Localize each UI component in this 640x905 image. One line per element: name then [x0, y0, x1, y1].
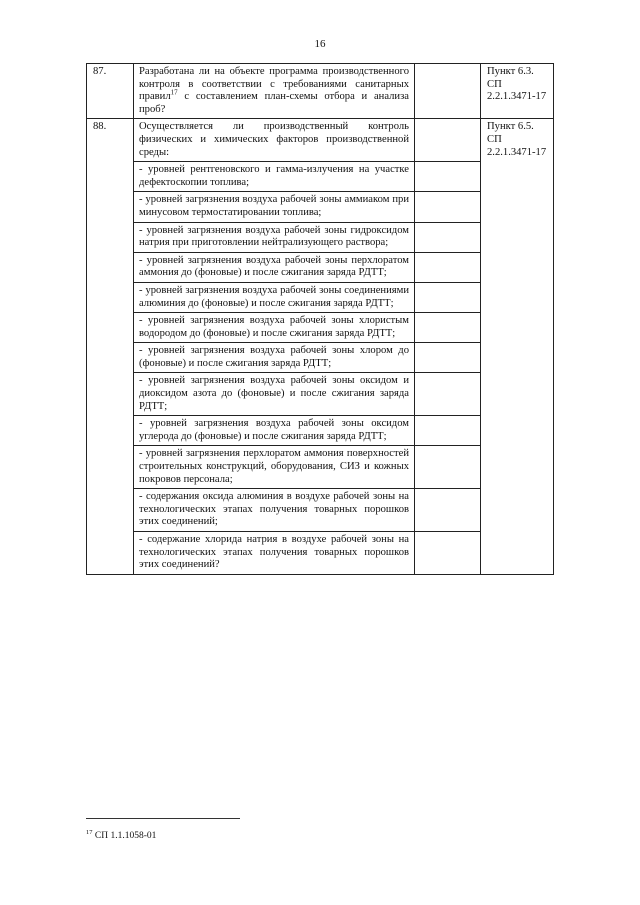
- table-row: [87, 64, 554, 119]
- answer-cell: [415, 192, 481, 222]
- subitem-text: - содержание хлорида натрия в воздухе рабочей зоны на технологических этапах получения товарных порошков этих соединений?: [134, 532, 415, 575]
- footnote-ref: 17: [170, 88, 178, 97]
- page-number: 16: [314, 38, 326, 50]
- subitem-text: - содержания оксида алюминия в воздухе рабочей зоны на технологических этапах получения товарных порошков этих соединений;: [134, 489, 415, 532]
- answer-cell: [415, 446, 481, 489]
- checklist-table: [86, 63, 554, 575]
- subitem-text: - уровней загрязнения воздуха рабочей зоны перхлоратом аммония до (фоновые) и после сжигания заряда РДТТ;: [134, 252, 415, 282]
- answer-cell: [415, 343, 481, 373]
- requirement-text: [134, 64, 415, 119]
- legal-reference: Пункт 6.3. СП 2.2.1.3471-17: [481, 64, 554, 119]
- table-row: [87, 119, 554, 162]
- answer-cell: [415, 119, 481, 162]
- answer-cell: [415, 532, 481, 575]
- subitem-text: - уровней загрязнения воздуха рабочей зоны гидроксидом натрия при приготовлении нейтрализующего раствора;: [134, 222, 415, 252]
- requirement-text: Осуществляется ли производственный контроль физических и химических факторов производственной среды:: [134, 119, 415, 162]
- answer-cell: [415, 282, 481, 312]
- answer-cell: [415, 64, 481, 119]
- answer-cell: [415, 222, 481, 252]
- subitem-text: - уровней загрязнения воздуха рабочей зоны аммиаком при минусовом термостатировании топлива;: [134, 192, 415, 222]
- answer-cell: [415, 252, 481, 282]
- subitem-text: - уровней загрязнения воздуха рабочей зоны соединениями алюминия до (фоновые) и после сжигания заряда РДТТ;: [134, 282, 415, 312]
- requirement-text-tail: с составлением план-схемы отбора и анализа проб?: [139, 91, 409, 115]
- answer-cell: [415, 416, 481, 446]
- footnote-divider: [86, 818, 240, 819]
- footnote: [86, 828, 157, 841]
- footnote-marker: 17: [86, 828, 93, 836]
- requirement-text-main: Разработана ли на объекте программа производственного контроля в соответствии с требованиями санитарных правил: [139, 66, 409, 103]
- subitem-text: - уровней загрязнения воздуха рабочей зоны хлором до (фоновые) и после сжигания заряда РДТТ;: [134, 343, 415, 373]
- row-number: 87.: [87, 64, 134, 119]
- row-number: 88.: [87, 119, 134, 574]
- subitem-text: - уровней загрязнения перхлоратом аммония поверхностей строительных конструкций, оборудования, СИЗ и кожных покровов персонала;: [134, 446, 415, 489]
- legal-reference: Пункт 6.5. СП 2.2.1.3471-17: [481, 119, 554, 574]
- subitem-text: - уровней загрязнения воздуха рабочей зоны хлористым водородом до (фоновые) и после сжигания заряда РДТТ;: [134, 313, 415, 343]
- answer-cell: [415, 373, 481, 416]
- footnote-text: СП 1.1.1058-01: [92, 831, 157, 841]
- subitem-text: - уровней загрязнения воздуха рабочей зоны оксидом и диоксидом азота до (фоновые) и после сжигания заряда РДТТ;: [134, 373, 415, 416]
- answer-cell: [415, 162, 481, 192]
- answer-cell: [415, 313, 481, 343]
- subitem-text: - уровней рентгеновского и гамма-излучения на участке дефектоскопии топлива;: [134, 162, 415, 192]
- subitem-text: - уровней загрязнения воздуха рабочей зоны оксидом углерода до (фоновые) и после сжигания заряда РДТТ;: [134, 416, 415, 446]
- answer-cell: [415, 489, 481, 532]
